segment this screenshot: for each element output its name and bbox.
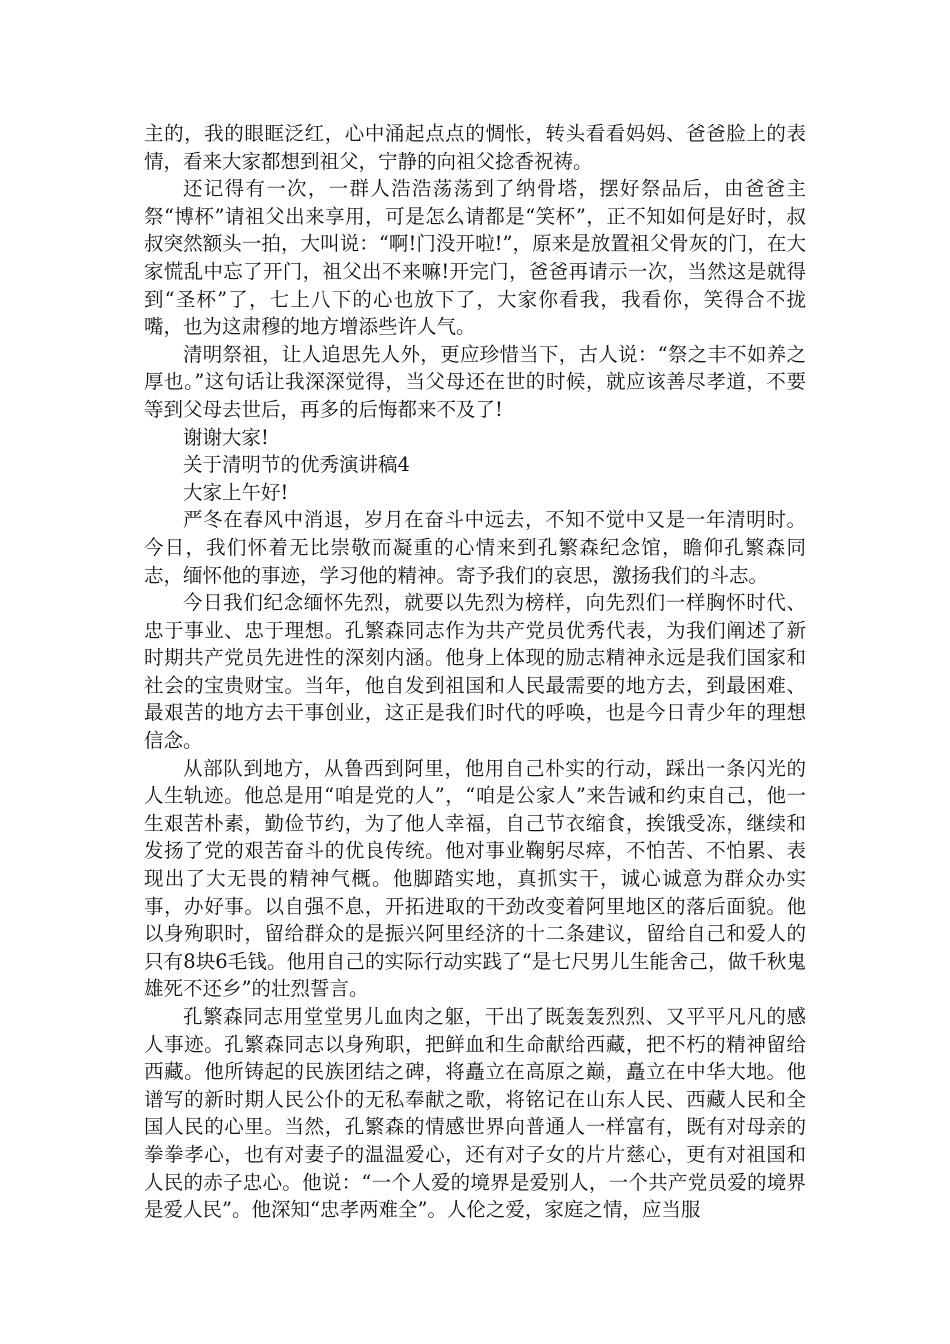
- paragraph-career: 从部队到地方，从鲁西到阿里，他用自己朴实的行动，踩出一条闪光的人生轨迹。他总是用“咱是党的人”，“咱是公家人”来告诫和约束自己，他一生艰苦朴素，勤俭节约，为了他人幸福，自己节衣缩食，挨饿受冻，继续和发扬了党的艰苦奋斗的优良传统。他对事业鞠躬尽瘁，不怕苦、不怕累、表现出了大无畏的精神气概。他脚踏实地，真抓实干，诚心诚意为群众办实事，办好事。以自强不息，开拓进取的干劲改变着阿里地区的落后面貌。他以身殉职时，留给群众的是振兴阿里经济的十二条建议，留给自己和爱人的只有8块6毛钱。他用自己的实际行动实践了“是七尺男儿生能舍己，做千秋鬼雄死不还乡”的壮烈誓言。: [144, 756, 806, 1001]
- greeting-line: 大家上午好!: [183, 480, 289, 504]
- paragraph-memory: 还记得有一次，一群人浩浩荡荡到了纳骨塔，摆好祭品后，由爸爸主祭“博杯”请祖父出来享用，可是怎么请都是“笑杯”，正不知如何是好时，叔叔突然额头一拍，大叫说：“啊!门没开啦!”，原来是放置祖父骨灰的门，在大家慌乱中忘了开门，祖父出不来嘛!开完门，爸爸再请示一次，当然这是就得到“圣杯”了，七上八下的心也放下了，大家你看我，我看你，笑得合不拢嘴，也为这肃穆的地方增添些许人气。: [144, 177, 806, 339]
- paragraph-continued: 主的，我的眼眶泛红，心中涌起点点的惆怅，转头看看妈妈、爸爸脸上的表情，看来大家都想到祖父，宁静的向祖父捻香祝祷。: [144, 122, 806, 173]
- paragraph-intro: 严冬在春风中消退，岁月在奋斗中远去，不知不觉中又是一年清明时。今日，我们怀着无比崇敬而凝重的心情来到孔繁森纪念馆，瞻仰孔繁森同志，缅怀他的事迹，学习他的精神。寄予我们的哀思，激扬我们的斗志。: [144, 508, 806, 587]
- paragraph-legacy: 孔繁森同志用堂堂男儿血肉之躯，干出了既轰轰烈烈、又平平凡凡的感人事迹。孔繁森同志以身殉职，把鲜血和生命献给西藏，把不朽的精神留给西藏。他所铸起的民族团结之碑，将矗立在高原之巅，矗立在中华大地。他谱写的新时期人民公仆的无私奉献之歌，将铭记在山东人民、西藏人民和全国人民的心里。当然，孔繁森的情感世界向普通人一样富有，既有对母亲的拳拳孝心，也有对妻子的温温爱心，还有对子女的片片慈心，更有对祖国和人民的赤子忠心。他说：“一个人爱的境界是爱别人，一个共产党员爱的境界是爱人民”。他深知“忠孝两难全”。人伦之爱，家庭之情，应当服: [144, 1005, 806, 1222]
- paragraph-reflection: 清明祭祖，让人追思先人外，更应珍惜当下，古人说：“祭之丰不如养之厚也。”这句话让我深深觉得，当父母还在世的时候，就应该善尽孝道，不要等到父母去世后，再多的后悔都来不及了!: [144, 342, 806, 421]
- closing-thanks: 谢谢大家!: [183, 425, 269, 449]
- section-title: 关于清明节的优秀演讲稿4: [183, 453, 410, 477]
- paragraph-commemoration: 今日我们纪念缅怀先烈，就要以先烈为榜样，向先烈们一样胸怀时代、忠于事业、忠于理想。孔繁森同志作为共产党员优秀代表，为我们阐述了新时期共产党员先进性的深刻内涵。他身上体现的励志精神永远是我们国家和社会的宝贵财宝。当年，他自发到祖国和人民最需要的地方去，到最困难、最艰苦的地方去干事创业，这正是我们时代的呼唤，也是今日青少年的理想信念。: [144, 591, 806, 753]
- document-body: [144, 120, 806, 1224]
